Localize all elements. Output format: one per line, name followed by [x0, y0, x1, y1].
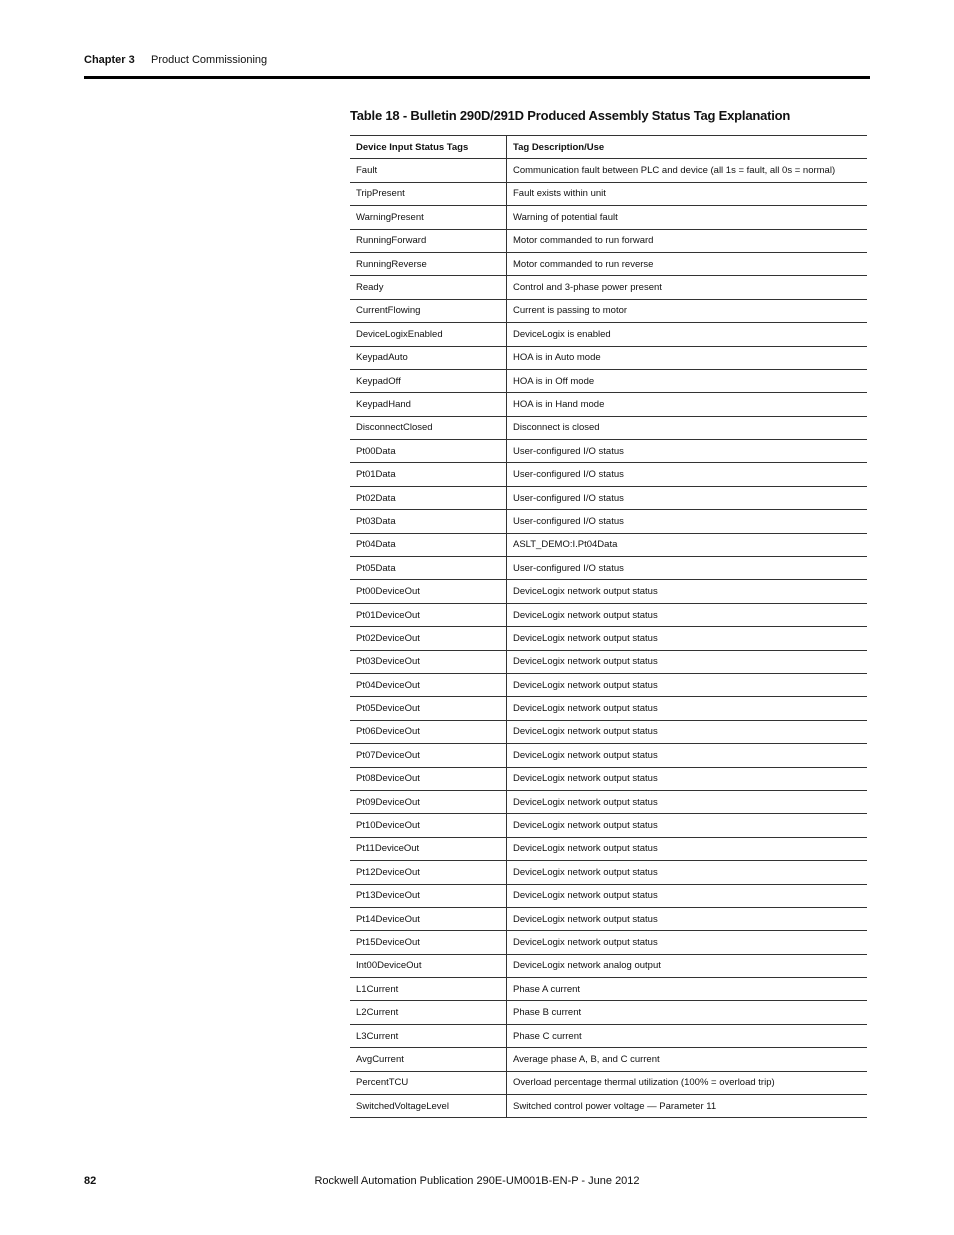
tag-name-cell: RunningForward [350, 229, 507, 252]
tag-description-cell: ASLT_DEMO:I.Pt04Data [507, 533, 868, 556]
table-row [350, 440, 867, 463]
column-header-tags: Device Input Status Tags [350, 136, 507, 159]
tag-name-cell: Pt02DeviceOut [350, 627, 507, 650]
table-row [350, 1095, 867, 1118]
tag-name-cell: TripPresent [350, 182, 507, 205]
table-row [350, 837, 867, 860]
column-header-description: Tag Description/Use [507, 136, 868, 159]
tag-name-cell: SwitchedVoltageLevel [350, 1095, 507, 1118]
tag-description-cell: User-configured I/O status [507, 440, 868, 463]
tag-description-cell: HOA is in Off mode [507, 369, 868, 392]
table-row [350, 697, 867, 720]
table-row [350, 416, 867, 439]
table-row [350, 720, 867, 743]
tag-description-cell: DeviceLogix network output status [507, 603, 868, 626]
tag-description-cell: DeviceLogix network output status [507, 837, 868, 860]
publication-info: Rockwell Automation Publication 290E-UM001B-EN-P - June 2012 [314, 1175, 640, 1187]
table-row [350, 580, 867, 603]
tag-name-cell: Pt04Data [350, 533, 507, 556]
table-row [350, 907, 867, 930]
table-row [350, 182, 867, 205]
tag-name-cell: Pt09DeviceOut [350, 790, 507, 813]
tag-name-cell: Pt00Data [350, 440, 507, 463]
tag-name-cell: DisconnectClosed [350, 416, 507, 439]
tag-name-cell: WarningPresent [350, 206, 507, 229]
tag-name-cell: Pt10DeviceOut [350, 814, 507, 837]
table-row [350, 861, 867, 884]
tag-name-cell: Pt04DeviceOut [350, 673, 507, 696]
table-row [350, 814, 867, 837]
tag-name-cell: Pt12DeviceOut [350, 861, 507, 884]
tag-name-cell: L3Current [350, 1024, 507, 1047]
tag-description-cell: DeviceLogix network analog output [507, 954, 868, 977]
tag-description-cell: Warning of potential fault [507, 206, 868, 229]
tag-name-cell: L2Current [350, 1001, 507, 1024]
table-row [350, 650, 867, 673]
tag-description-cell: DeviceLogix network output status [507, 744, 868, 767]
table-row [350, 931, 867, 954]
tag-description-cell: DeviceLogix network output status [507, 673, 868, 696]
table-row [350, 393, 867, 416]
table-row [350, 978, 867, 1001]
table-row [350, 767, 867, 790]
tag-description-cell: HOA is in Auto mode [507, 346, 868, 369]
tag-description-cell: DeviceLogix network output status [507, 907, 868, 930]
tag-description-cell: DeviceLogix network output status [507, 650, 868, 673]
tag-description-cell: DeviceLogix network output status [507, 767, 868, 790]
table-row [350, 1001, 867, 1024]
tag-description-cell: DeviceLogix network output status [507, 931, 868, 954]
tag-description-cell: DeviceLogix network output status [507, 697, 868, 720]
table-row [350, 299, 867, 322]
tag-description-cell: Overload percentage thermal utilization (100% = overload trip) [507, 1071, 868, 1094]
tag-name-cell: L1Current [350, 978, 507, 1001]
tag-name-cell: Pt03Data [350, 510, 507, 533]
tag-name-cell: KeypadHand [350, 393, 507, 416]
tag-description-cell: Current is passing to motor [507, 299, 868, 322]
tag-description-cell: DeviceLogix network output status [507, 790, 868, 813]
tag-description-cell: Phase C current [507, 1024, 868, 1047]
page-number: 82 [84, 1175, 97, 1187]
tag-description-cell: DeviceLogix network output status [507, 814, 868, 837]
table-row [350, 206, 867, 229]
tag-description-cell: DeviceLogix network output status [507, 720, 868, 743]
tag-name-cell: Pt14DeviceOut [350, 907, 507, 930]
tag-description-cell: Motor commanded to run forward [507, 229, 868, 252]
tag-description-cell: DeviceLogix network output status [507, 627, 868, 650]
table-row [350, 533, 867, 556]
chapter-label: Chapter 3 [84, 54, 135, 66]
table-caption: Table 18 - Bulletin 290D/291D Produced Assembly Status Tag Explanation [350, 108, 791, 123]
table-row [350, 159, 867, 182]
tag-name-cell: Pt00DeviceOut [350, 580, 507, 603]
tag-name-cell: KeypadAuto [350, 346, 507, 369]
tag-name-cell: KeypadOff [350, 369, 507, 392]
tag-name-cell: Pt07DeviceOut [350, 744, 507, 767]
tag-name-cell: Pt01DeviceOut [350, 603, 507, 626]
tag-description-cell: DeviceLogix is enabled [507, 323, 868, 346]
table-row [350, 486, 867, 509]
table-row [350, 954, 867, 977]
tag-name-cell: Pt03DeviceOut [350, 650, 507, 673]
table-row [350, 627, 867, 650]
tag-description-cell: Phase B current [507, 1001, 868, 1024]
tag-name-cell: CurrentFlowing [350, 299, 507, 322]
tag-description-cell: Phase A current [507, 978, 868, 1001]
tag-name-cell: Pt08DeviceOut [350, 767, 507, 790]
table-row [350, 369, 867, 392]
tag-name-cell: Pt01Data [350, 463, 507, 486]
tag-description-cell: Switched control power voltage — Parameter 11 [507, 1095, 868, 1118]
table-row [350, 1071, 867, 1094]
tag-description-cell: HOA is in Hand mode [507, 393, 868, 416]
tag-description-cell: DeviceLogix network output status [507, 884, 868, 907]
status-tag-table [350, 135, 867, 1118]
table-row [350, 463, 867, 486]
table-row [350, 323, 867, 346]
tag-description-cell: Control and 3-phase power present [507, 276, 868, 299]
tag-description-cell: Communication fault between PLC and device (all 1s = fault, all 0s = normal) [507, 159, 868, 182]
tag-name-cell: Pt11DeviceOut [350, 837, 507, 860]
table-row [350, 1048, 867, 1071]
tag-description-cell: Disconnect is closed [507, 416, 868, 439]
table-row [350, 603, 867, 626]
tag-name-cell: Ready [350, 276, 507, 299]
tag-description-cell: User-configured I/O status [507, 510, 868, 533]
tag-name-cell: Int00DeviceOut [350, 954, 507, 977]
tag-description-cell: Motor commanded to run reverse [507, 252, 868, 275]
table-row [350, 229, 867, 252]
table-row [350, 557, 867, 580]
tag-name-cell: Pt02Data [350, 486, 507, 509]
tag-description-cell: DeviceLogix network output status [507, 580, 868, 603]
tag-name-cell: AvgCurrent [350, 1048, 507, 1071]
tag-name-cell: PercentTCU [350, 1071, 507, 1094]
table-row [350, 1024, 867, 1047]
table-row [350, 673, 867, 696]
tag-name-cell: Pt13DeviceOut [350, 884, 507, 907]
tag-name-cell: Pt15DeviceOut [350, 931, 507, 954]
table-row [350, 884, 867, 907]
tag-description-cell: Fault exists within unit [507, 182, 868, 205]
table-row [350, 510, 867, 533]
table-row [350, 744, 867, 767]
tag-name-cell: Pt05DeviceOut [350, 697, 507, 720]
tag-name-cell: DeviceLogixEnabled [350, 323, 507, 346]
table-header-row [350, 136, 867, 159]
tag-description-cell: User-configured I/O status [507, 486, 868, 509]
chapter-title: Product Commissioning [151, 54, 268, 66]
tag-name-cell: Pt06DeviceOut [350, 720, 507, 743]
table-body [350, 159, 867, 1118]
table-row [350, 346, 867, 369]
tag-description-cell: DeviceLogix network output status [507, 861, 868, 884]
tag-description-cell: User-configured I/O status [507, 557, 868, 580]
table-row [350, 252, 867, 275]
table-row [350, 276, 867, 299]
tag-name-cell: Pt05Data [350, 557, 507, 580]
page-header [84, 52, 870, 79]
tag-description-cell: Average phase A, B, and C current [507, 1048, 868, 1071]
table-row [350, 790, 867, 813]
tag-description-cell: User-configured I/O status [507, 463, 868, 486]
tag-name-cell: Fault [350, 159, 507, 182]
tag-name-cell: RunningReverse [350, 252, 507, 275]
